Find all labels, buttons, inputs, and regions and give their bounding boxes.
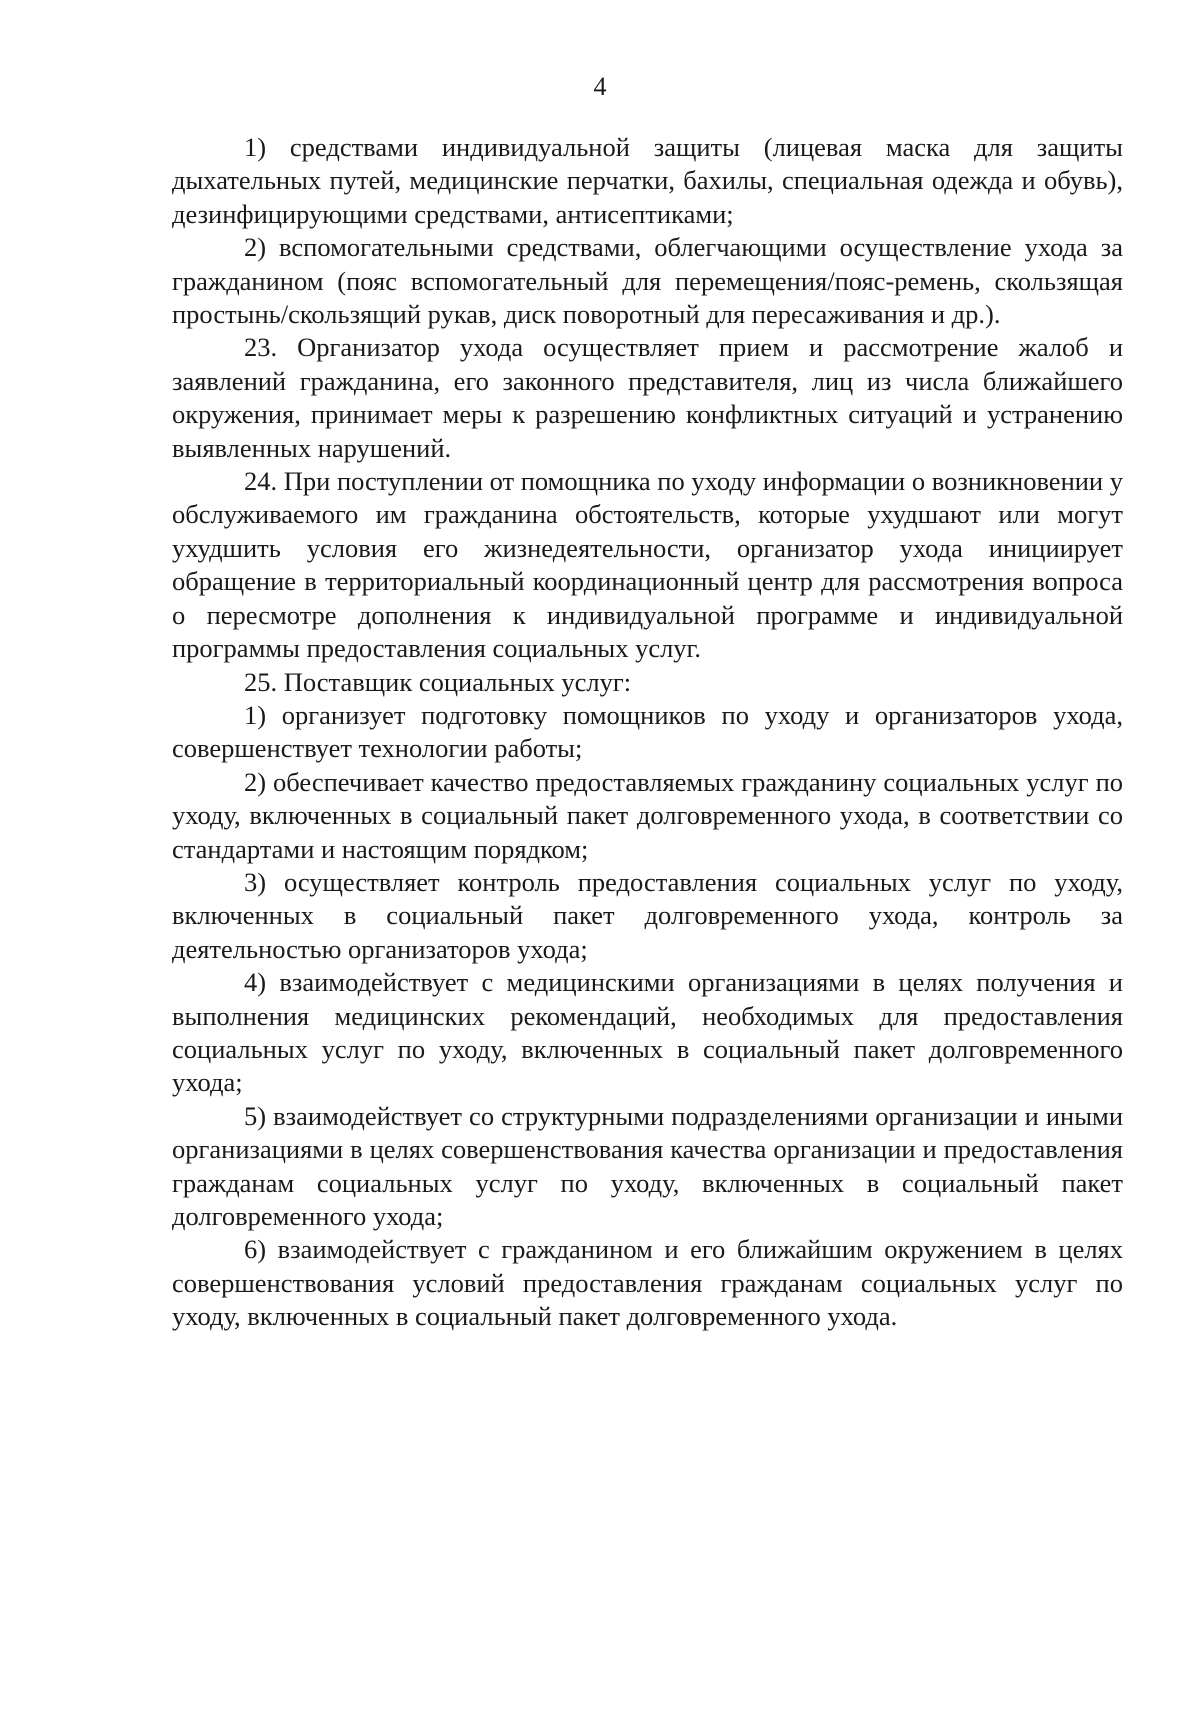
paragraph-clause-25-item-3: 3) осуществляет контроль предоставления социальных услуг по уходу, включенных в социальный пакет долговременного ухода, контроль за деятельностью организаторов ухода;	[172, 866, 1123, 964]
paragraph-clause-25-item-1: 1) организует подготовку помощников по уходу и организаторов ухода, совершенствует технологии работы;	[172, 699, 1123, 764]
paragraph-clause-25-heading: 25. Поставщик социальных услуг:	[244, 666, 632, 697]
paragraph-clause-25-item-5: 5) взаимодействует со структурными подразделениями организации и иными организациями в целях совершенствования качества организации и предоставления гражданам социальных услуг по уходу, включенных в социальный пакет долговременного ухода;	[172, 1100, 1123, 1231]
document-body	[172, 131, 1123, 1334]
paragraph-clause-25-item-2: 2) обеспечивает качество предоставляемых гражданину социальных услуг по уходу, включенных в социальный пакет долговременного ухода, в соответствии со стандартами и настоящим порядком;	[172, 766, 1123, 864]
paragraph-clause-25-item-6: 6) взаимодействует с гражданином и его ближайшим окружением в целях совершенствования условий предоставления гражданам социальных услуг по уходу, включенных в социальный пакет долговременного ухода.	[172, 1234, 1123, 1332]
page-number: 4	[593, 72, 607, 101]
paragraph-item-1-ppe: 1) средствами индивидуальной защиты (лицевая маска для защиты дыхательных путей, медицинские перчатки, бахилы, специальная одежда и обувь), дезинфицирующими средствами, антисептиками;	[172, 132, 1123, 229]
paragraph-clause-24: 24. При поступлении от помощника по уходу информации о возникновении у обслуживаемого им гражданина обстоятельств, которые ухудшают или могут ухудшить условия его жизнедеятельности, организатор ухода инициирует обращение в территориальный координационный центр для рассмотрения вопроса о пересмотре дополнения к индивидуальной программе и индивидуальной программы предоставления социальных услуг.	[172, 466, 1123, 664]
paragraph-clause-23: 23. Организатор ухода осуществляет прием и рассмотрение жалоб и заявлений гражданина, его законного представителя, лиц из числа ближайшего окружения, принимает меры к разрешению конфликтных ситуаций и устранению выявленных нарушений.	[172, 332, 1123, 463]
paragraph-item-2-aids: 2) вспомогательными средствами, облегчающими осуществление ухода за гражданином (пояс вспомогательный для перемещения/пояс-ремень, скользящая простынь/скользящий рукав, диск поворотный для пересаживания и др.).	[172, 232, 1123, 330]
paragraph-clause-25-item-4: 4) взаимодействует с медицинскими организациями в целях получения и выполнения медицинских рекомендаций, необходимых для предоставления социальных услуг по уходу, включенных в социальный пакет долговременного ухода;	[172, 967, 1123, 1098]
